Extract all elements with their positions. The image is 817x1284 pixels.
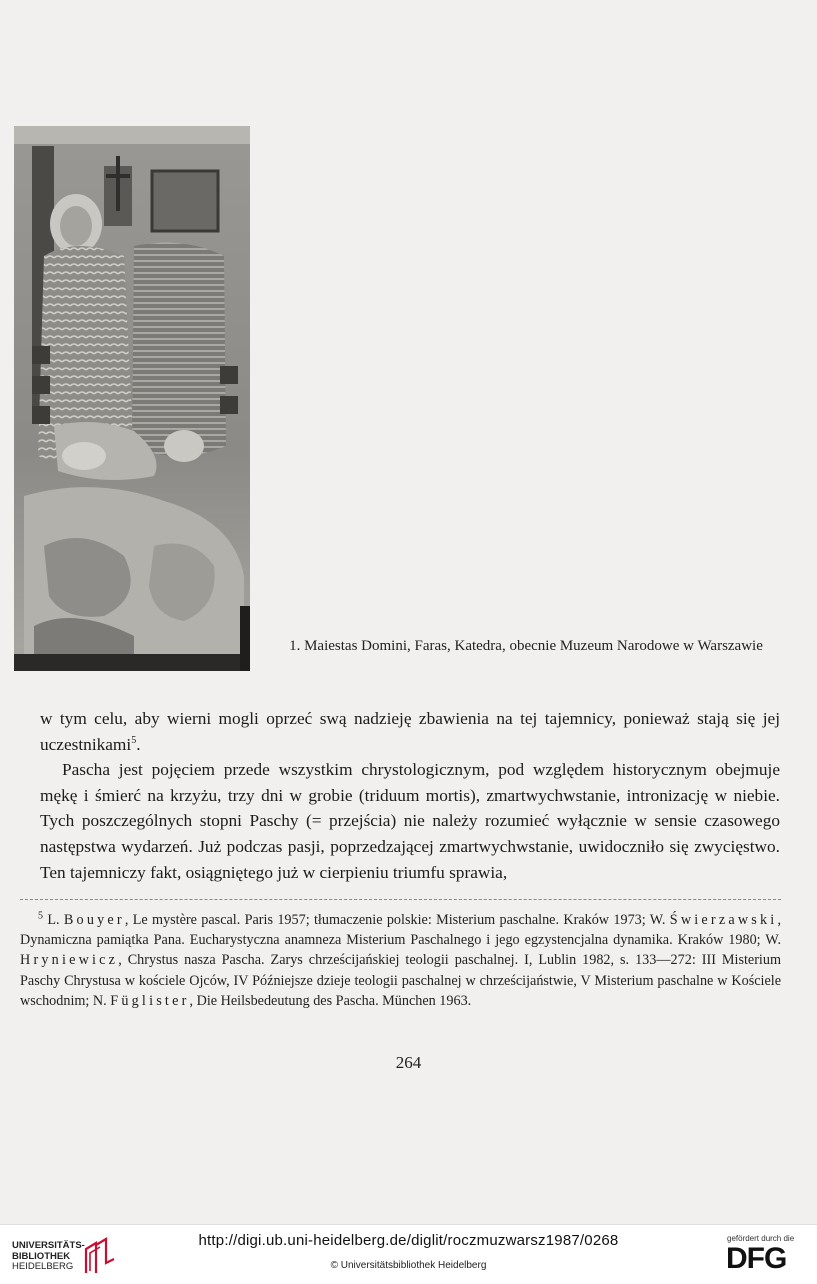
footnote-initial: L. (47, 912, 64, 928)
digital-library-link[interactable]: http://digi.ub.uni-heidelberg.de/diglit/roczmuzwarsz1987/0268 (198, 1232, 619, 1249)
paragraph-2: Pascha jest pojęciem przede wszystkim chrystologicznym, pod względem historycznym obejmuje mękę i śmierć na krzyżu, trzy dni w grobie (triduum mortis), zmartwychwstanie, intronizację w niebie. Tych poszczególnych stopni Paschy (= przejścia) nie należy rozumieć wyłącznie w sensie czasowego następstwa wydarzeń. Już podczas pasji, poprzedzającej zmartwychwstanie, uwidoczniło się zwycięstwo. Ten tajemniczy fakt, osiągniętego już w cierpieniu triumfu sprawia, (40, 760, 780, 882)
fresco-photograph (14, 126, 250, 671)
footnote-text-4: , Die Heilsbedeutung des Pascha. München 1963. (189, 992, 472, 1009)
caption-text: Maiestas Domini, Faras, Katedra, obecnie Muzeum Narodowe w Warszawie (304, 638, 763, 654)
footnote-text-3: , Chrystus nasza Pascha. Zarys chrześcijańskiej teologii paschalnej. I, Lublin 1982, s. 133—272: III Misterium Paschy Chrystusa w kościele Ojców, IV Późniejsze dzieje teologii paschalnej w chrześcijaństwie, V Misterium paschalne w Kościele wschodnim; N. (20, 952, 781, 1009)
author-fuglister: Füglister (110, 992, 190, 1009)
author-bouyer: Bouyer (63, 912, 125, 928)
library-line-2: BIBLIOTHEK (12, 1250, 71, 1262)
footnotes (20, 910, 781, 1011)
paragraph-1-text: w tym celu, aby wierni mogli oprzeć swą nadzieję zbawienia na tej tajemnicy, ponieważ stają się jej uczestnikami (40, 709, 780, 754)
fresco-image (14, 126, 250, 671)
footnote-divider (20, 899, 781, 900)
caption-number: 1. (289, 638, 301, 654)
figure-caption (266, 636, 786, 656)
dfg-logo: DFG (726, 1242, 787, 1275)
footnote-text-2: , Dynamiczna pamiątka Pana. Eucharystyczna anamneza Misterium Paschalnego i jego egzystencjalna dynamika. Kraków 1980; W. (20, 912, 781, 949)
footnote-5 (20, 910, 781, 1011)
page-number: 264 (395, 1053, 422, 1072)
author-hryniewicz: Hryniewicz (20, 952, 119, 969)
footnote-reference: 5 (131, 734, 137, 746)
footnote-marker: 5 (38, 910, 43, 922)
author-swierzawski: Świerzawski (669, 912, 778, 928)
library-banner (0, 1224, 817, 1284)
copyright-notice: © Universitätsbibliothek Heidelberg (330, 1260, 487, 1271)
paragraph-1-end: . (136, 734, 141, 754)
body-text (40, 706, 780, 885)
funded-by-label: gefördert durch die (727, 1234, 795, 1243)
footnote-text-1: , Le mystère pascal. Paris 1957; tłumaczenie polskie: Misterium paschalne. Kraków 1973; W. (124, 912, 670, 928)
library-line-3: HEIDELBERG (12, 1261, 74, 1272)
library-line-1: UNIVERSITÄTS- (12, 1240, 85, 1251)
paragraph-1 (40, 706, 780, 757)
